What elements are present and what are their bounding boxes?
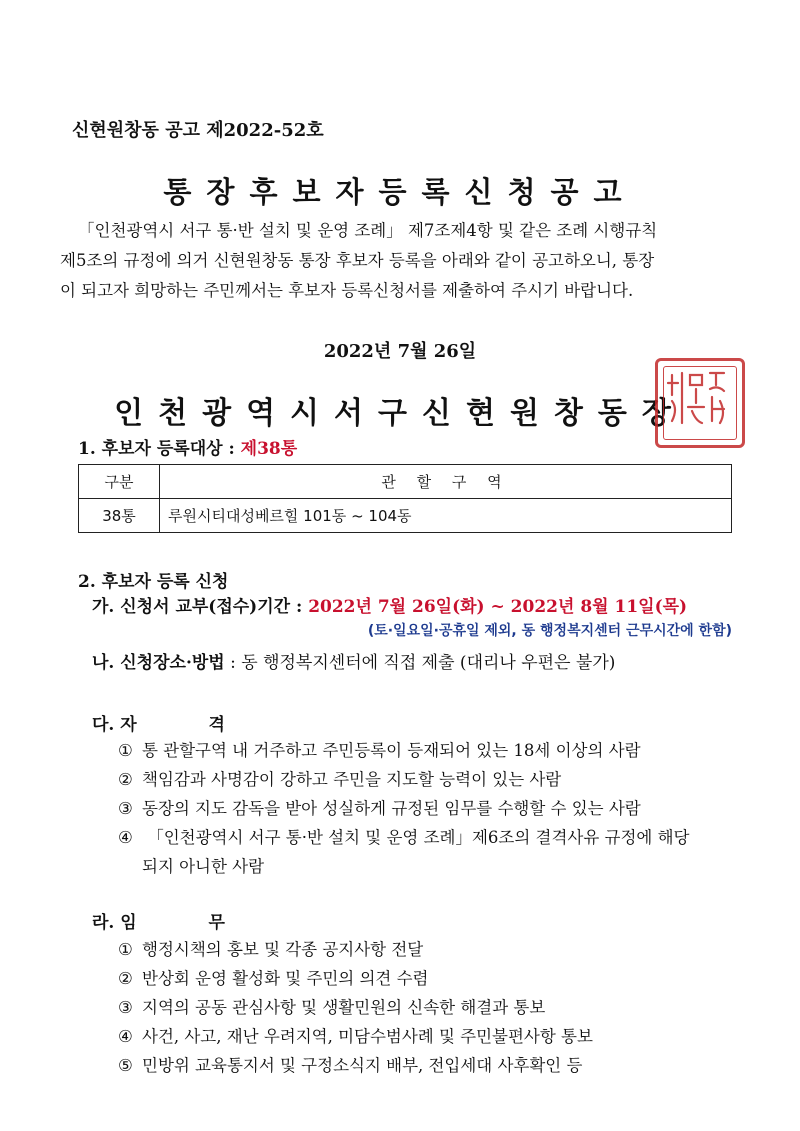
item-text: 책임감과 사명감이 강하고 주민을 지도할 능력이 있는 사람 [142, 770, 562, 789]
qualification-heading [92, 710, 225, 735]
list-item [118, 1052, 582, 1076]
table-row [79, 499, 732, 533]
duties-label-a: 임 [120, 913, 137, 933]
announcement-date: 2022년 7월 26일 [323, 341, 477, 362]
list-item-continuation: 되지 아니한 사람 [142, 857, 265, 876]
item-number: ③ [118, 799, 133, 818]
table-header-row [79, 465, 732, 499]
item-text: 민방위 교육통지서 및 구정소식지 배부, 전입세대 사후확인 등 [142, 1056, 583, 1075]
list-item [118, 1023, 593, 1047]
item-number: ① [118, 741, 133, 760]
qualification-prefix: 다. [92, 715, 115, 735]
table-header-category: 구분 [79, 465, 160, 499]
application-method-label: 나. 신청장소·방법 [92, 653, 225, 673]
table-cell-region: 루원시티대성베르힐 101동 ~ 104동 [160, 499, 732, 533]
qualification-label-b: 격 [208, 715, 225, 735]
qualification-label-a: 자 [120, 715, 137, 735]
item-number: ⑤ [118, 1056, 133, 1075]
item-text: 반상회 운영 활성화 및 주민의 의견 수렴 [142, 969, 429, 988]
application-method [92, 648, 615, 673]
item-text: 지역의 공동 관심사항 및 생활민원의 신속한 해결과 통보 [142, 998, 546, 1017]
item-text: 행정시책의 홍보 및 각종 공지사항 전달 [142, 940, 424, 959]
item-number: ② [118, 969, 133, 988]
application-period-dates: 2022년 7월 26일(화) ~ 2022년 8월 11일(목) [308, 597, 688, 617]
intro-line-2: 제5조의 규정에 의거 신현원창동 통장 후보자 등록을 아래와 같이 공고하오니, 통장 [60, 251, 655, 270]
item-number: ④ [118, 828, 133, 847]
table-header-region: 관 할 구 역 [160, 465, 732, 499]
official-seal-icon [655, 358, 745, 448]
item-number: ③ [118, 998, 133, 1017]
list-item [118, 795, 641, 819]
document-number: 신현원창동 공고 제2022-52호 [72, 120, 324, 141]
issuer-name: 인천광역시서구신현원창동장 [114, 396, 686, 431]
application-period-label: 가. 신청서 교부(접수)기간 : [92, 597, 309, 617]
list-item [118, 737, 641, 761]
table-cell-tong: 38통 [79, 499, 160, 533]
item-text: 동장의 지도 감독을 받아 성실하게 규정된 임무를 수행할 수 있는 사람 [142, 799, 641, 818]
target-tong: 제38통 [240, 439, 298, 459]
duties-prefix: 라. [92, 913, 115, 933]
intro-line-3: 이 되고자 희망하는 주민께서는 후보자 등록신청서를 제출하여 주시기 바랍니다. [60, 281, 634, 300]
application-period-note: (토·일요일·공휴일 제외, 동 행정복지센터 근무시간에 한함) [367, 623, 732, 639]
intro-line-1: 「인천광역시 서구 통·반 설치 및 운영 조례」 제7조제4항 및 같은 조례 시행규칙 [78, 221, 658, 240]
jurisdiction-table [78, 464, 732, 533]
item-text: 통 관할구역 내 거주하고 주민등록이 등재되어 있는 18세 이상의 사람 [142, 741, 641, 760]
duties-heading [92, 908, 225, 933]
list-item [118, 936, 423, 960]
item-text: 사건, 사고, 재난 우려지역, 미담수범사례 및 주민불편사항 통보 [142, 1027, 593, 1046]
section-2-heading: 2. 후보자 등록 신청 [78, 572, 229, 592]
section-1-heading [78, 434, 297, 459]
application-method-text: : 동 행정복지센터에 직접 제출 (대리나 우편은 불가) [224, 653, 616, 673]
item-number: ② [118, 770, 133, 789]
list-item [118, 994, 545, 1018]
list-item [118, 965, 429, 989]
item-text: 「인천광역시 서구 통·반 설치 및 운영 조례」제6조의 결격사유 규정에 해당 [142, 828, 690, 847]
item-number: ④ [118, 1027, 133, 1046]
section-1-label: 1. 후보자 등록대상 : [78, 439, 241, 459]
list-item [118, 766, 561, 790]
item-number: ① [118, 940, 133, 959]
list-item [118, 824, 689, 848]
duties-label-b: 무 [208, 913, 225, 933]
application-period [92, 592, 687, 617]
document-title: 통장후보자등록신청공고 [163, 175, 637, 209]
